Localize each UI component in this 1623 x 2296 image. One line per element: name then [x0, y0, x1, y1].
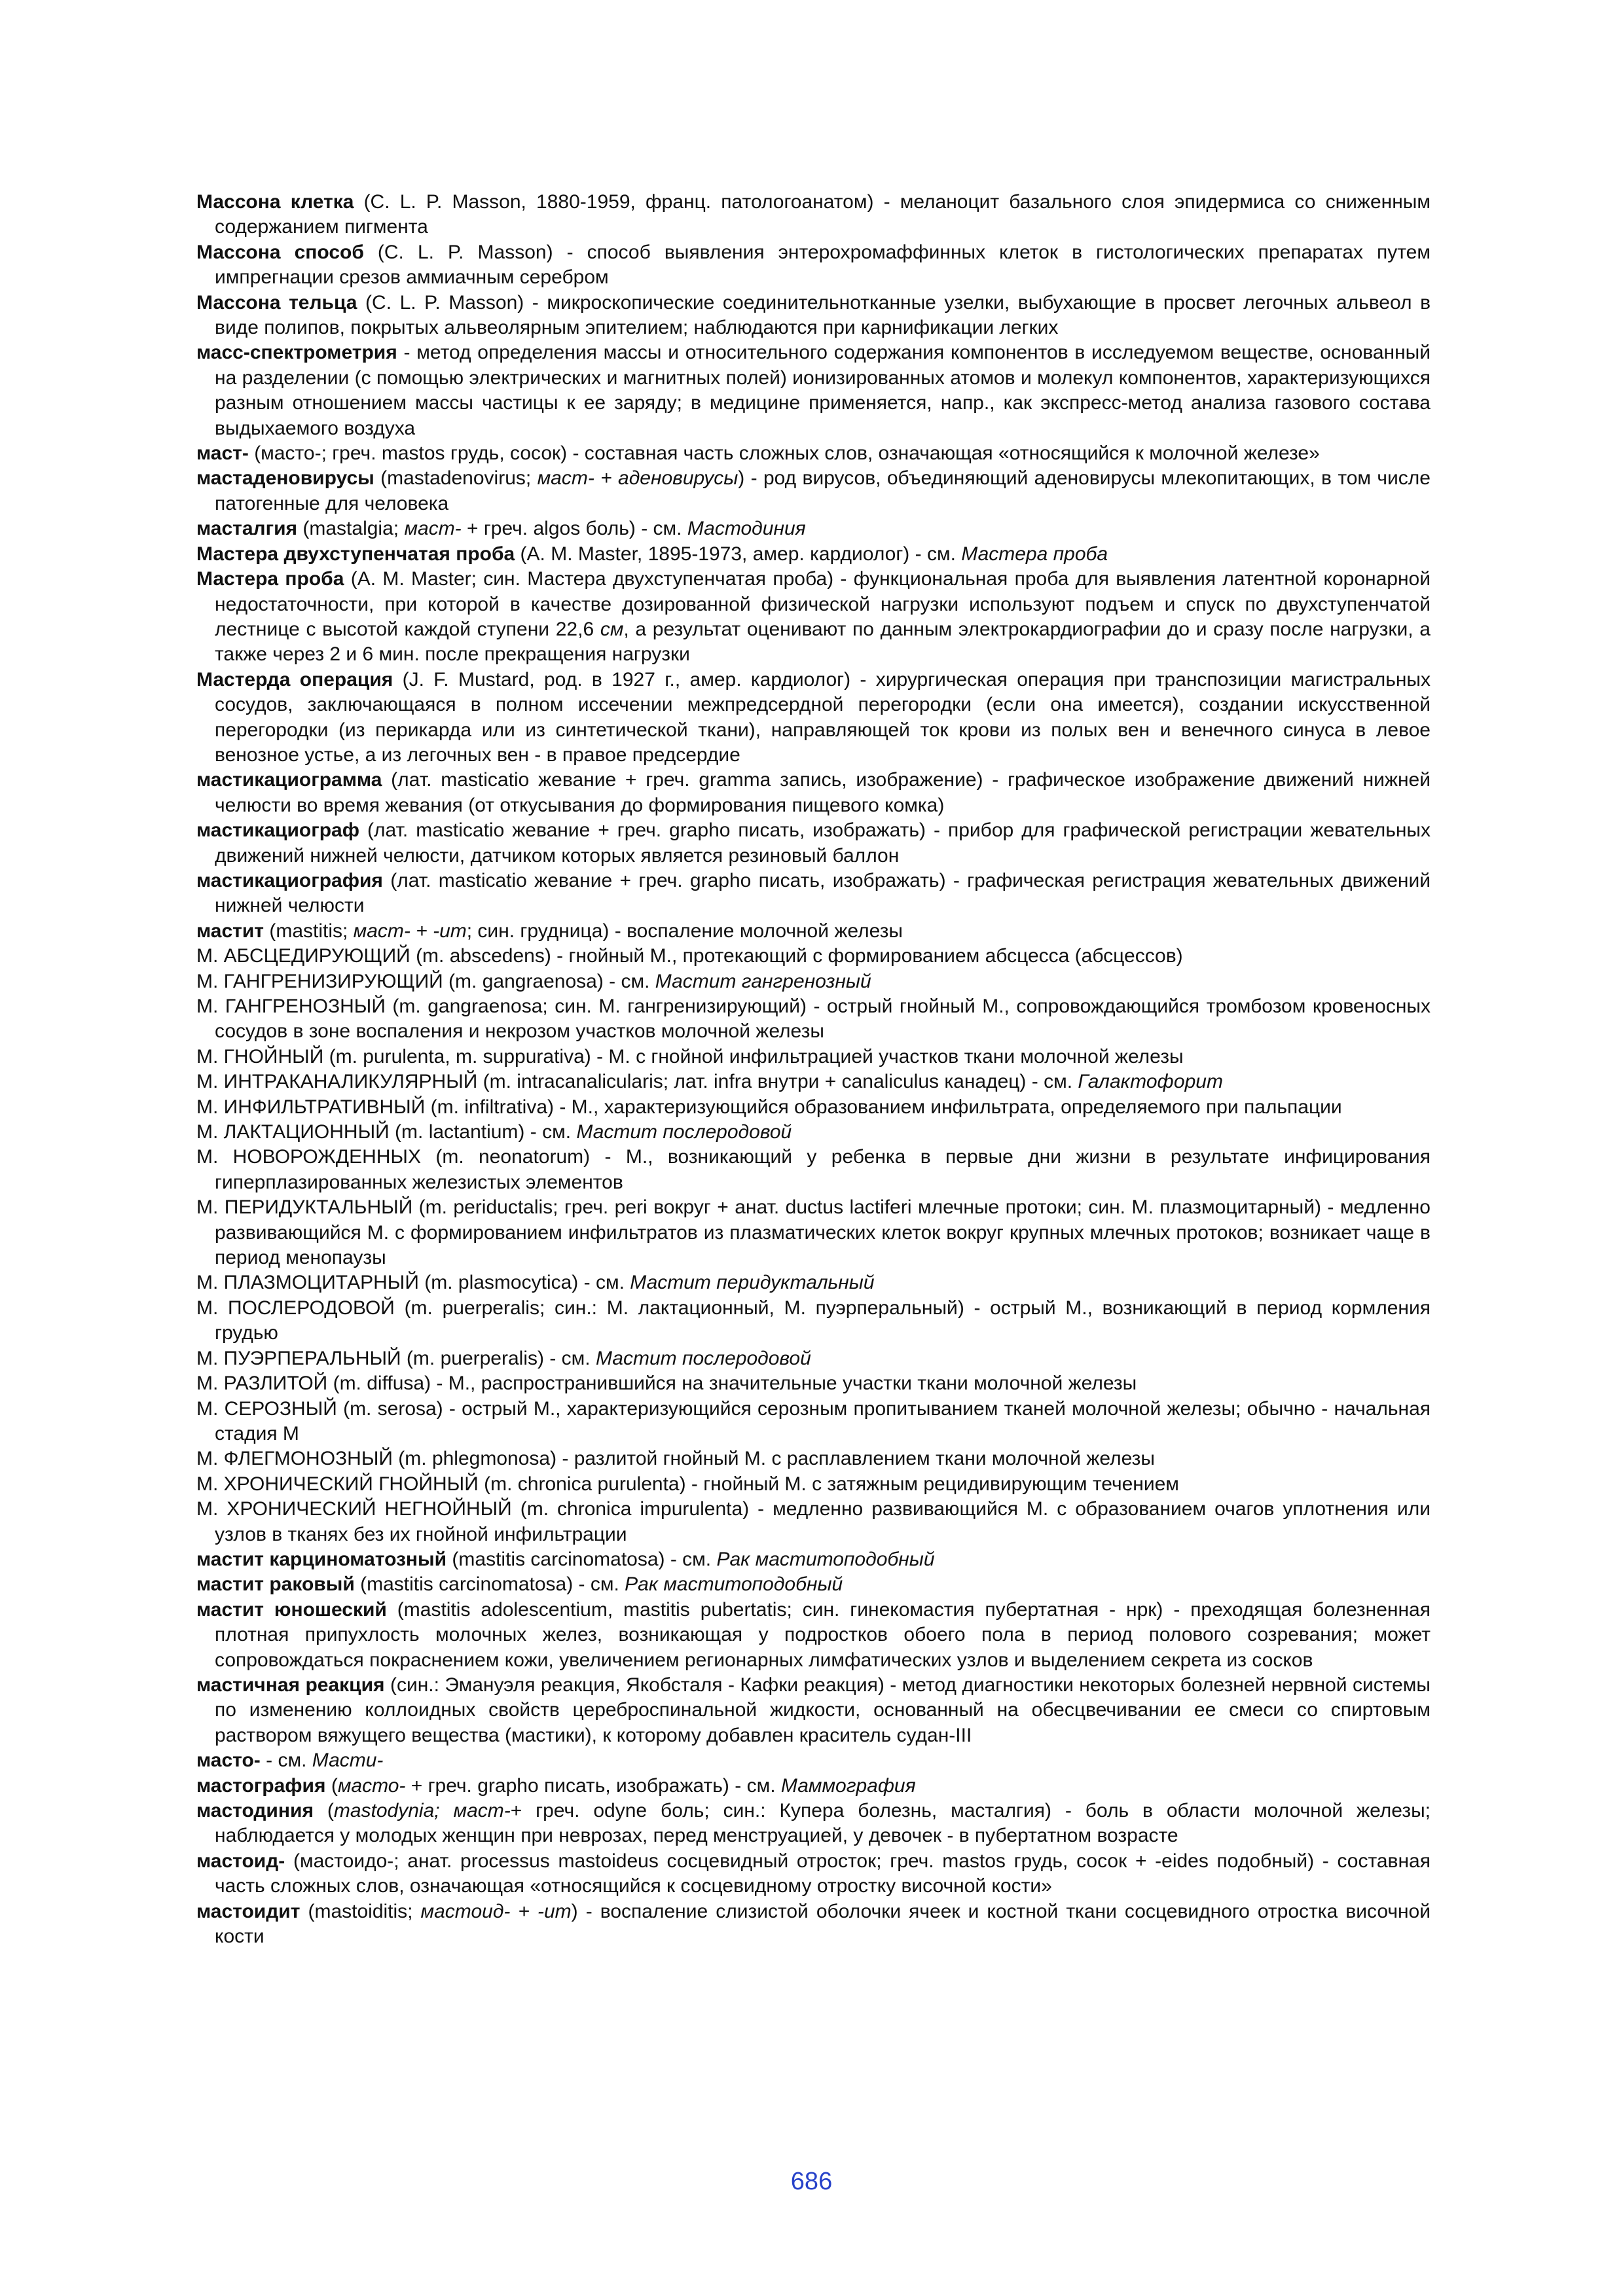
entry-text: М. ФЛЕГМОНОЗНЫЙ (m. phlegmonosa) - разлитой гнойный М. с расплавлением ткани молочной железы	[196, 1448, 1155, 1470]
entry-text: (A. M. Master, 1895-1973, амер. кардиолог) - см.	[515, 543, 962, 565]
dictionary-entry	[196, 1446, 1431, 1471]
entry-reference: масто-	[337, 1774, 406, 1797]
entry-text: М. ЛАКТАЦИОННЫЙ (m. lactantium) - см.	[196, 1121, 577, 1143]
dictionary-entry	[196, 190, 1431, 240]
entry-text: ; син. грудница) - воспаление молочной железы	[466, 920, 903, 942]
dictionary-entry	[196, 1371, 1431, 1396]
entry-text: М. ХРОНИЧЕСКИЙ ГНОЙНЫЙ (m. chronica purulenta) - гнойный М. с затяжным рецидивирующим течением	[196, 1473, 1179, 1495]
dictionary-entry	[196, 1270, 1431, 1295]
entry-text: (mastadenovirus;	[374, 467, 538, 490]
entry-reference: Галактофорит	[1078, 1071, 1223, 1093]
entry-text: (mastalgia;	[297, 518, 405, 540]
entry-headword: мастоид-	[196, 1850, 285, 1872]
entry-text: ) - род вирусов, объединяющий аденовирусы млекопитающих, в том числе патогенные для человека	[215, 467, 1431, 514]
entry-reference: маст- + -ит	[353, 920, 467, 942]
entry-text: (лат. masticatio жевание + греч. gramma запись, изображение) - графическое изображение движений нижней челюсти во время жевания (от откусывания до формирования пищевого комка)	[215, 769, 1431, 816]
entry-headword: мастит юношеский	[196, 1598, 387, 1621]
entry-headword: мастит	[196, 920, 264, 942]
entry-text: - см.	[260, 1749, 312, 1772]
dictionary-entry	[196, 1472, 1431, 1497]
dictionary-entry	[196, 1547, 1431, 1572]
dictionary-entry	[196, 768, 1431, 818]
entry-reference: Мастит послеродовой	[595, 1347, 811, 1369]
entry-reference: Мастодиния	[687, 518, 806, 540]
dictionary-entry	[196, 1497, 1431, 1547]
entry-text: ) - воспаление слизистой оболочки ячеек и костной ткани сосцевидного отростка височной кости	[215, 1900, 1431, 1948]
entry-headword: мастичная реакция	[196, 1674, 385, 1696]
entry-headword: Мастерда операция	[196, 668, 393, 691]
entry-text: М. ПОСЛЕРОДОВОЙ (m. puerperalis; син.: М. лактационный, М. пуэрперальный) - острый М., возникающий в период кормления грудью	[196, 1297, 1431, 1344]
entry-headword: мастодиния	[196, 1800, 314, 1821]
entry-headword: масто-	[196, 1749, 261, 1772]
dictionary-entry	[196, 1899, 1431, 1950]
dictionary-entry	[196, 466, 1431, 516]
entry-headword: Мастера проба	[196, 568, 344, 590]
entry-text: (mastitis carcinomatosa) - см.	[354, 1573, 625, 1596]
dictionary-entry	[196, 441, 1431, 466]
entry-reference: Маммография	[780, 1774, 916, 1797]
entry-headword: Массона способ	[196, 241, 364, 263]
dictionary-entry	[196, 869, 1431, 919]
entry-text: (лат. masticatio жевание + греч. grapho писать, изображать) - графическая регистрация жевательных движений нижней челюсти	[215, 869, 1431, 917]
entry-text: М. ИНФИЛЬТРАТИВНЫЙ (m. infiltrativa) - М., характеризующийся образованием инфильтрата, определяемого при пальпации	[196, 1096, 1342, 1118]
dictionary-entry	[196, 340, 1431, 441]
entry-text: (мастоидо-; анат. processus mastoideus сосцевидный отросток; греч. mastos грудь, сосок + -eides подобный) - составная часть сложных слов, означающая «относящийся к сосцевидному отростку височной кости»	[215, 1850, 1431, 1897]
dictionary-entry	[196, 567, 1431, 668]
dictionary-entry	[196, 668, 1431, 768]
entry-text: (C. L. P. Masson) - микроскопические соединительнотканные узелки, выбухающие в просвет легочных альвеол в виде полипов, покрытых альвеолярным эпителием; наблюдаются при карнификации легких	[215, 291, 1431, 339]
entry-text: (mastitis adolescentium, mastitis pubertatis; син. гинекомастия пубертатная - нрк) - преходящая болезненная плотная припухлость молочных желез, возникающая у подростков обоего пола в период полового созревания; может сопровождаться покраснением кожи, увеличением регионарных лимфатических узлов и выделением секрета из сосков	[215, 1598, 1431, 1671]
entry-headword: масталгия	[196, 518, 298, 540]
entry-text: М. ПЕРИДУКТАЛЬНЫЙ (m. periductalis; греч. peri вокруг + анат. ductus lactiferi млечные протоки; син. М. плазмоцитарный) - медленно развивающийся М. с формированием инфильтратов из плазматических клеток вокруг крупных млечных протоков; возникает чаще в период менопаузы	[196, 1196, 1431, 1269]
dictionary-entry	[196, 1673, 1431, 1748]
dictionary-entry	[196, 1045, 1431, 1069]
entry-text: + греч. grapho писать, изображать) - см.	[405, 1774, 781, 1797]
entry-text: М. ПЛАЗМОЦИТАРНЫЙ (m. plasmocytica) - см.	[196, 1272, 630, 1294]
entry-text: , а результат оценивают по данным электрокардиографии до и сразу после нагрузки, а также через 2 и 6 мин. после прекращения нагрузки	[215, 618, 1431, 666]
dictionary-entry	[196, 240, 1431, 291]
entry-headword: мастография	[196, 1774, 326, 1797]
dictionary-entry	[196, 1120, 1431, 1145]
dictionary-entry	[196, 1748, 1431, 1773]
entry-text: (син.: Эмануэля реакция, Якобсталя - Кафки реакция) - метод диагностики некоторых болезней нервной системы по изменению коллоидных свойств цереброспинальной жидкости, основанный на обесцвечивании ее смеси со спиртовым раствором вяжущего вещества (мастики), к которому добавлен краситель судан-III	[215, 1674, 1431, 1746]
entry-text: (mastoiditis;	[300, 1900, 421, 1922]
entry-headword: Массона клетка	[196, 191, 354, 213]
dictionary-entry	[196, 818, 1431, 869]
entry-headword: Массона тельца	[196, 291, 357, 314]
dictionary-entries	[196, 190, 1431, 1949]
entry-text: М. ГНОЙНЫЙ (m. purulenta, m. suppurativa) - М. с гнойной инфильтрацией участков ткани молочной железы	[196, 1045, 1184, 1067]
dictionary-entry	[196, 516, 1431, 541]
entry-reference: Масти-	[312, 1749, 384, 1772]
entry-text: + греч. algos боль) - см.	[461, 518, 687, 540]
entry-text: (J. F. Mustard, род. в 1927 г., амер. кардиолог) - хирургическая операция при транспозиции магистральных сосудов, заключающаяся в полном иссечении межпредсердной перегородки (если она имеется), создании искусственной перегородки (из перикарда или из синтетической ткани), направляющей ток крови из полых вен и венечного синуса в левое венозное устье, а из легочных вен - в правое предсердие	[215, 668, 1431, 766]
entry-headword: мастикациография	[196, 869, 383, 891]
dictionary-entry	[196, 1849, 1431, 1899]
entry-headword: мастаденовирусы	[196, 467, 374, 490]
entry-reference: Мастит гангренозный	[655, 970, 871, 992]
dictionary-entry	[196, 1598, 1431, 1673]
dictionary-entry	[196, 1774, 1431, 1799]
dictionary-entry	[196, 969, 1431, 994]
entry-reference: Мастит послеродовой	[576, 1121, 792, 1143]
entry-reference: Мастера проба	[961, 543, 1108, 565]
entry-text: (A. M. Master; син. Мастера двухступенчатая проба) - функциональная проба для выявления латентной коронарной недостаточности, при которой в качестве дозированной физической нагрузки используют подъем и спуск по двухступенчатой лестнице с высотой каждой ступени 22,6	[215, 568, 1431, 640]
entry-text: (лат. masticatio жевание + греч. grapho писать, изображать) - прибор для графической регистрации жевательных движений нижней челюсти, датчиком которых является резиновый баллон	[215, 819, 1431, 867]
entry-text: М. ИНТРАКАНАЛИКУЛЯРНЫЙ (m. intracanalicularis; лат. infra внутри + canaliculus канадец) - см.	[196, 1071, 1078, 1093]
entry-text: М. СЕРОЗНЫЙ (m. serosa) - острый М., характеризующийся серозным пропитыванием тканей молочной железы; обычно - начальная стадия М	[196, 1397, 1431, 1444]
entry-headword: мастоидит	[196, 1900, 301, 1922]
entry-text: М. НОВОРОЖДЕННЫХ (m. neonatorum) - М., возникающий у ребенка в первые дни жизни в результате инфицирования гиперплазированных железистых элементов	[196, 1146, 1431, 1193]
entry-headword: мастикациограмма	[196, 769, 382, 791]
dictionary-entry	[196, 1195, 1431, 1270]
entry-headword: мастит раковый	[196, 1573, 355, 1596]
entry-reference: см	[600, 618, 624, 640]
entry-text: (mastitis carcinomatosa) - см.	[447, 1548, 717, 1570]
entry-text: - метод определения массы и относительного содержания компонентов в исследуемом веществе, основанный на разделении (с помощью электрических и магнитных полей) ионизированных атомов и молекул компонентов, характеризующихся разным отношением массы частицы к ее заряду; в медицине применяется, напр., как экспресс-метод анализа газового состава выдыхаемого воздуха	[215, 342, 1431, 439]
entry-text: М. ХРОНИЧЕСКИЙ НЕГНОЙНЫЙ (m. chronica impurulenta) - медленно развивающийся М. с образованием очагов уплотнения или узлов в тканях без их гнойной инфильтрации	[196, 1498, 1431, 1545]
dictionary-entry	[196, 1095, 1431, 1120]
dictionary-entry	[196, 1069, 1431, 1094]
entry-headword: Мастера двухступенчатая проба	[196, 543, 515, 565]
dictionary-entry	[196, 1346, 1431, 1371]
entry-reference: Рак маститоподобный	[716, 1548, 935, 1570]
dictionary-entry	[196, 291, 1431, 341]
entry-text: М. ГАНГРЕНИЗИРУЮЩИЙ (m. gangraenosa) - см.	[196, 970, 655, 992]
dictionary-entry	[196, 1397, 1431, 1447]
entry-text: (	[313, 1800, 334, 1821]
entry-text: М. АБСЦЕДИРУЮЩИЙ (m. abscedens) - гнойный М., протекающий с формированием абсцесса (абсцессов)	[196, 945, 1183, 967]
entry-text: + греч. odyne боль; син.: Купера болезнь, масталгия) - боль в области молочной железы; наблюдается у молодых женщин при неврозах, перед менструацией, у девочек - в пубертатном возрасте	[215, 1800, 1431, 1847]
entry-text: (масто-; греч. mastos грудь, сосок) - составная часть сложных слов, означающая «относящийся к молочной железе»	[248, 442, 1320, 465]
dictionary-entry	[196, 994, 1431, 1045]
entry-reference: мастоид- + -ит	[420, 1900, 572, 1922]
dictionary-entry	[196, 1799, 1431, 1849]
entry-reference: маст- + аденовирусы	[537, 467, 739, 490]
entry-headword: масс-спектрометрия	[196, 342, 397, 364]
page-number: 686	[790, 2168, 833, 2195]
entry-reference: mastodynia; маст-	[333, 1800, 511, 1821]
entry-headword: маст-	[196, 442, 249, 465]
entry-text: (C. L. P. Masson) - способ выявления энтерохромаффинных клеток в гистологических препаратах путем импрегнации срезов аммиачным серебром	[215, 241, 1431, 289]
dictionary-entry	[196, 542, 1431, 567]
entry-reference: Рак маститоподобный	[625, 1573, 843, 1596]
entry-text: М. ПУЭРПЕРАЛЬНЫЙ (m. puerperalis) - см.	[196, 1347, 596, 1369]
entry-reference: маст-	[404, 518, 462, 540]
entry-text: (mastitis;	[264, 920, 354, 942]
dictionary-entry	[196, 1296, 1431, 1346]
entry-text: (	[325, 1774, 338, 1797]
entry-headword: мастикациограф	[196, 819, 359, 842]
entry-text: М. РАЗЛИТОЙ (m. diffusa) - М., распространившийся на значительные участки ткани молочной железы	[196, 1372, 1137, 1395]
entry-text: М. ГАНГРЕНОЗНЫЙ (m. gangraenosa; син. М. гангренизирующий) - острый гнойный М., сопровождающийся тромбозом кровеносных сосудов в зоне воспаления и некрозом участков молочной железы	[196, 996, 1431, 1043]
dictionary-entry	[196, 1572, 1431, 1597]
dictionary-entry	[196, 944, 1431, 969]
dictionary-entry	[196, 919, 1431, 944]
entry-reference: Мастит перидуктальный	[630, 1272, 875, 1294]
dictionary-entry	[196, 1145, 1431, 1195]
entry-headword: мастит карциноматозный	[196, 1548, 447, 1570]
entry-text: (C. L. P. Masson, 1880-1959, франц. патологоанатом) - меланоцит базального слоя эпидермиса со сниженным содержанием пигмента	[215, 191, 1431, 238]
